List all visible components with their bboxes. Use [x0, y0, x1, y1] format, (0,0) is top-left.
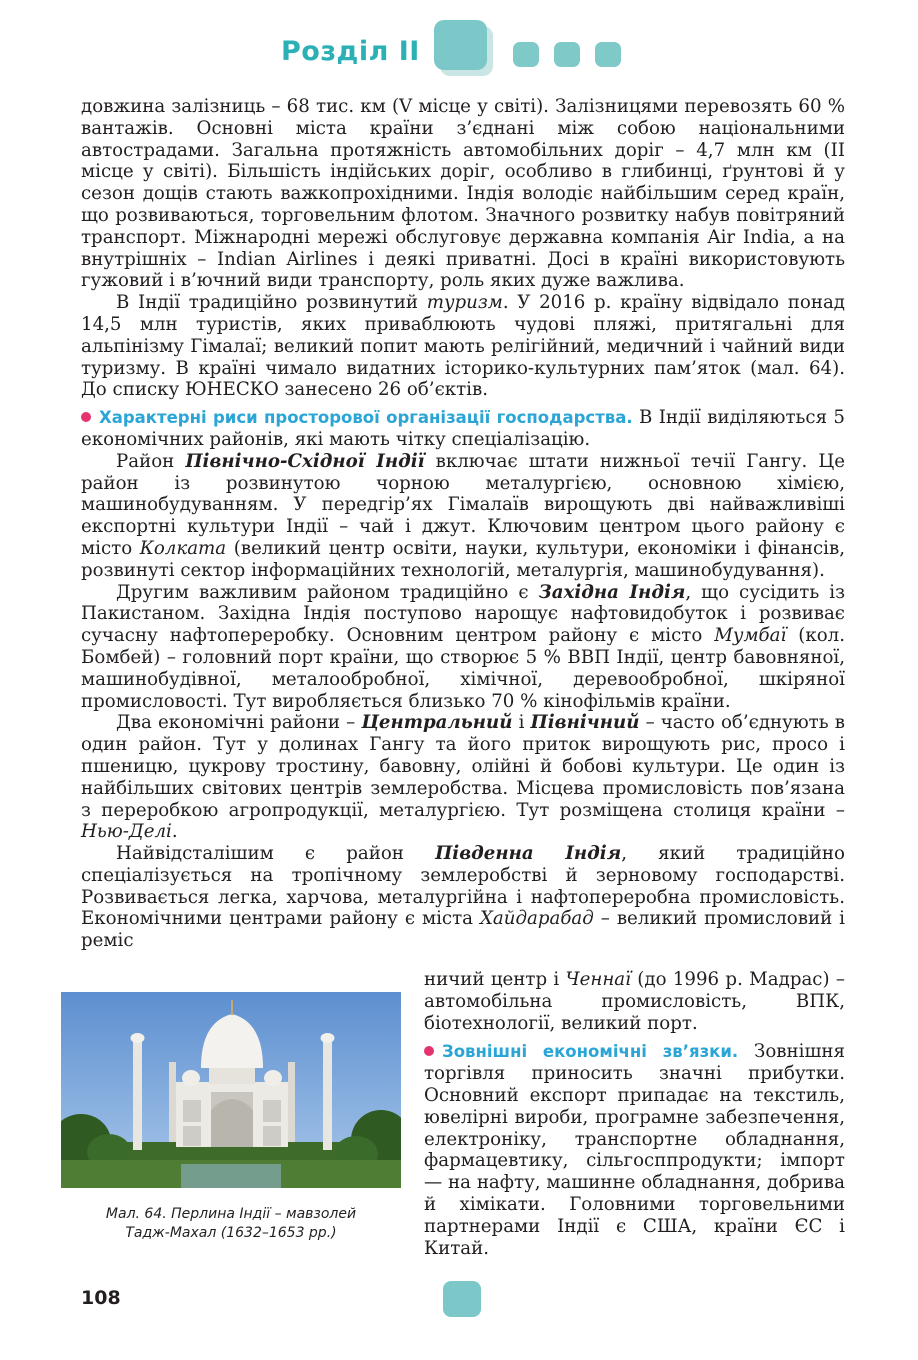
taj-mahal-photo: [61, 992, 401, 1188]
paragraph-south: Найвідсталішим є район Південна Індія, який традиційно спеціалізується на тропічному землеробстві й зерновому господарстві. Розвивається легка, харчова, металургійна і нафтопереробна промисловість. Економічними центрами району є міста Хайдарабад – великий промисловий і реміс: [81, 843, 845, 952]
decor-square-small: [554, 42, 580, 67]
decor-square-small: [595, 42, 621, 67]
paragraph-central: Два економічні райони – Центральний і Північний – часто об’єднують в один район. Тут у долинах Гангу та його приток вирощують рис, просо і пшеницю, цукрову тростину, бавовну, олійні й бобові культури. Це один із найбільших світових центрів землеробства. Місцева промисловість пов’язана з переробкою агропродукції, металургією. Тут розміщена столиця країни – Нью-Делі.: [81, 712, 845, 843]
page-header: [0, 0, 918, 95]
paragraph-northeast: Район Північно-Східної Індії включає штати нижньої течії Гангу. Це район із розвинутою чорною металургією, основною хімією, машинобудуванням. У передгір’ях Гімалаїв вирощують дві найважливіші експортні культури Індії – чай і джут. Ключовим центром цього району є місто Колката (великий центр освіти, науки, культури, економіки і фінансів, розвинуті сектор інформаційних технологій, металургія, машинобудування).: [81, 450, 845, 581]
bullet-dot-icon: [424, 1046, 434, 1056]
main-text: [81, 96, 845, 952]
section-heading: Характерні риси просторової організації господарства.: [99, 408, 633, 428]
figure-caption: Мал. 64. Перлина Індії – мавзолей Тадж-Махал (1632–1653 рр.): [105, 1206, 357, 1241]
decor-square-small: [513, 42, 539, 67]
section-heading: Зовнішні економічні зв’язки.: [442, 1042, 739, 1062]
paragraph-west: Другим важливим районом традиційно є Західна Індія, що сусідить із Пакистаном. Західна Індія поступово нарощує нафтовидобуток і розвиває сучасну нафтопереробку. Основним центром району є місто Мумбаї (кол. Бомбей) – головний порт країни, що створює 5 % ВВП Індії, центр бавовняної, машинобудівної, металообробної, хімічної, деревообробної, шкіряної промисловості. Тут виробляється близько 70 % кінофільмів країни.: [81, 581, 846, 712]
paragraph-south-continued: ничий центр і Ченнаї (до 1996 р. Мадрас) – автомобільна промисловість, ВПК, біотехнології, великий порт.: [424, 969, 845, 1034]
decor-square-large: [434, 20, 487, 70]
paragraph-transport: довжина залізниць – 68 тис. км (V місце у світі). Залізницями перевозять 60 % вантажів. Основні міста країни з’єднані між собою національними автострадами. Загальна протяжність автомобільних доріг – 4,7 млн км (ІІ місце у світі). Більшість індійських доріг, особливо в глибинці, ґрунтові й у сезон дощів стають важкопрохідними. Індія володіє найбільшим серед країн, що розвиваються, торговельним флотом. Значного розвитку набув повітряний транспорт. Міжнародні мережі обслуговує державна компанія Air India, а на внутрішніх – Indian Airlines і деякі приватні. Досі в країні використовують гужовий і в’ючний види транспорту, роль яких дуже важлива.: [81, 96, 845, 292]
bullet-dot-icon: [81, 412, 91, 422]
section-title: Розділ ІІ: [281, 36, 420, 67]
right-column-text: [424, 969, 845, 1259]
paragraph-section-organization: Характерні риси просторової організації господарства. В Індії виділяються 5 економічних районів, які мають чітку спеціалізацію.: [81, 407, 845, 450]
paragraph-tourism: В Індії традиційно розвинутий туризм. У 2016 р. країну відвідало понад 14,5 млн туристів, яких приваблюють чудові пляжі, притягальні для альпінізму Гімалаї; великий попит мають релігійний, медичний і чайний види туризму. В країні чимало видатних історико-культурних пам’яток (мал. 64). До списку ЮНЕСКО занесено 26 об’єктів.: [81, 292, 845, 401]
page-number: 108: [81, 1287, 121, 1309]
paragraph-section-foreign-trade: Зовнішні економічні зв’язки. Зовнішня торгівля приносить значні прибутки. Основний експорт припадає на текстиль, ювелірні вироби, програмне забезпечення, електроніку, транспортне обладнання, фармацевтику, сільгосппродукти; імпорт — на нафту, машинне обладнання, добрива й хімікати. Головними торговельними партнерами Індії є США, країни ЄС і Китай.: [424, 1041, 845, 1259]
decor-square-footer: [443, 1281, 481, 1317]
term-tourism: туризм: [426, 292, 503, 314]
